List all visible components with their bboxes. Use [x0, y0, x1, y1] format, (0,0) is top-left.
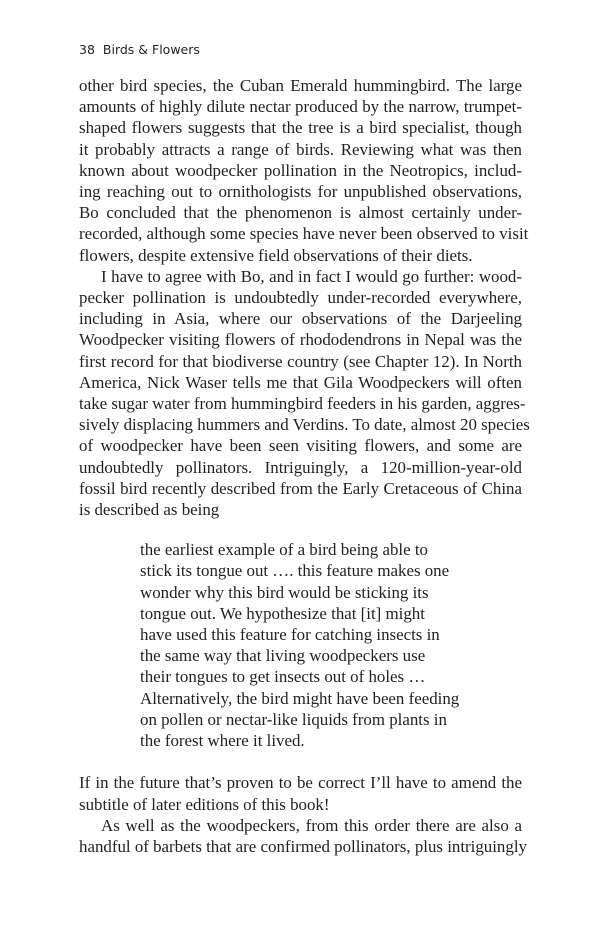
paragraph-3 [79, 772, 522, 814]
quote-line: wonder why this bird would be sticking its [140, 582, 429, 602]
text-line: amounts of highly dilute nectar produced by the narrow, trumpet- [79, 97, 522, 117]
text-line: undoubtedly pollinators. Intriguingly, a 120-million-year-old [79, 457, 522, 477]
paragraph-2 [79, 266, 530, 520]
text-line: first record for that biodiverse country (see Chapter 12). In North [79, 351, 522, 371]
body-text [79, 75, 530, 857]
running-title: Birds & Flowers [102, 42, 200, 57]
paragraph-4 [79, 815, 527, 857]
text-line: If in the future that’s proven to be correct I’ll have to amend the [79, 773, 522, 793]
text-line: Woodpecker visiting flowers of rhododendrons in Nepal was the [79, 330, 522, 350]
text-line: flowers, despite extensive field observations of their diets. [79, 245, 473, 265]
text-line: including in Asia, where our observations of the Darjeeling [79, 309, 522, 329]
quote-line: on pollen or nectar-like liquids from plants in [140, 709, 447, 729]
text-line: of woodpecker have been seen visiting flowers, and some are [79, 436, 522, 456]
text-line: fossil bird recently described from the Early Cretaceous of China [79, 478, 522, 498]
quote-line: Alternatively, the bird might have been feeding [140, 688, 460, 708]
text-line: subtitle of later editions of this book! [79, 794, 330, 814]
quote-line: the earliest example of a bird being able to [140, 540, 428, 560]
text-line: Bo concluded that the phenomenon is almost certainly under- [79, 203, 522, 223]
text-line: handful of barbets that are confirmed pollinators, plus intriguingly [79, 836, 527, 856]
text-line: shaped flowers suggests that the tree is a bird specialist, though [79, 118, 522, 138]
text-line: sively displacing hummers and Verdins. To date, almost 20 species [79, 415, 530, 435]
text-line: other bird species, the Cuban Emerald hummingbird. The large [79, 76, 522, 95]
quote-line: tongue out. We hypothesize that [it] might [140, 603, 425, 623]
text-line: it probably attracts a range of birds. Reviewing what was then [79, 139, 522, 159]
quote-line: have used this feature for catching insects in [140, 625, 440, 645]
text-line: pecker pollination is undoubtedly under-recorded everywhere, [79, 288, 522, 308]
text-line: recorded, although some species have never been observed to visit [79, 224, 529, 244]
quote-line: the forest where it lived. [140, 731, 305, 751]
text-line: known about woodpecker pollination in the Neotropics, includ- [79, 160, 522, 180]
quote-line: stick its tongue out …. this feature makes one [140, 561, 450, 581]
text-line: As well as the woodpeckers, from this order there are also a [101, 815, 522, 835]
running-head [79, 42, 200, 57]
text-line: America, Nick Waser tells me that Gila Woodpeckers will often [79, 372, 522, 392]
text-line: is described as being [79, 500, 220, 520]
page-number: 38 [79, 42, 95, 57]
text-line: take sugar water from hummingbird feeders in his garden, aggres- [79, 394, 526, 414]
text-line: I have to agree with Bo, and in fact I would go further: wood- [101, 266, 522, 286]
block-quote [140, 539, 470, 751]
text-line: ing reaching out to ornithologists for unpublished observations, [79, 182, 522, 202]
quote-line: their tongues to get insects out of holes … [140, 667, 426, 687]
quote-line: the same way that living woodpeckers use [140, 646, 426, 666]
paragraph-1 [79, 75, 529, 266]
